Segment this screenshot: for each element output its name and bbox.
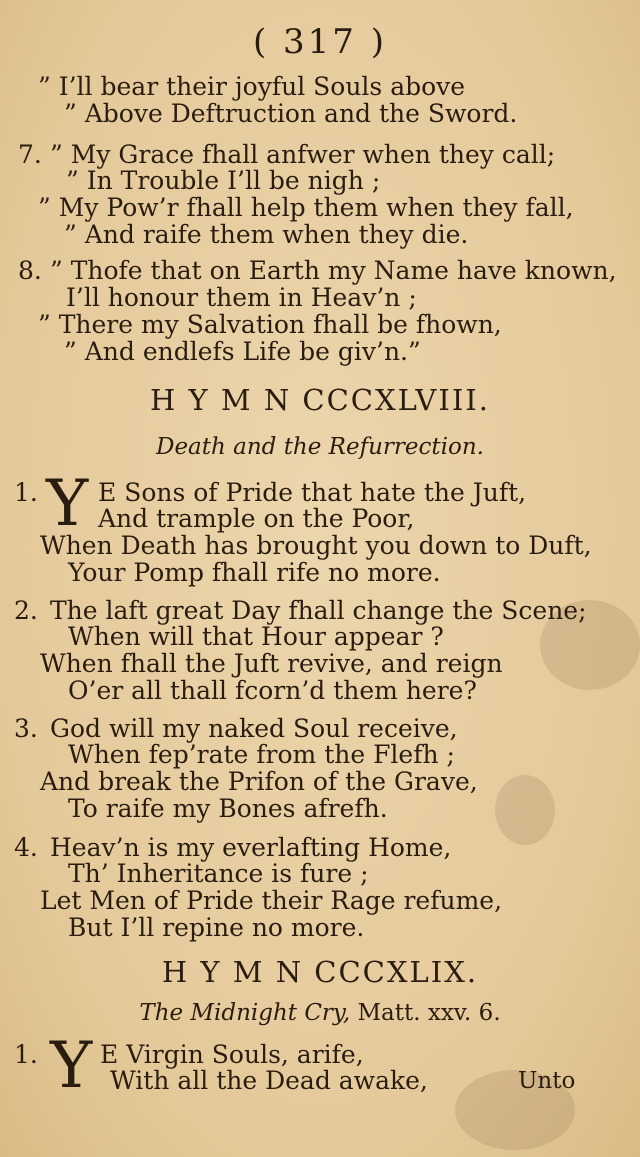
verse-line: But I’ll repine no more.: [68, 913, 365, 942]
verse-line: ” My Pow’r fhall help them when they fall,: [38, 193, 574, 222]
catchword: Unto: [518, 1068, 576, 1094]
verse-line: When fep’rate from the Flefh ;: [68, 740, 455, 769]
verse-line: Let Men of Pride their Rage refume,: [40, 886, 503, 915]
verse-line: Th’ Inheritance is fure ;: [68, 859, 369, 888]
verse-line: O’er all thall fcorn’d them here?: [68, 676, 477, 705]
verse-line: When will that Hour appear ?: [68, 622, 444, 651]
hymn-subtitle: Death and the Refurrection.: [156, 434, 484, 460]
stanza-number: 1.: [14, 1040, 38, 1069]
stanza-number: 4.: [14, 833, 38, 862]
verse-line: E Sons of Pride that hate the Juft,: [98, 478, 527, 507]
verse-line: ” Thofe that on Earth my Name have known,: [50, 256, 617, 285]
verse-line: Heav’n is my everlafting Home,: [50, 833, 452, 862]
verse-line: ” I’ll bear their joyful Souls above: [38, 72, 466, 101]
hymn-subtitle: [0, 1000, 640, 1026]
verse-line: When fhall the Juft revive, and reign: [40, 649, 503, 678]
stanza-number: 1.: [14, 478, 38, 507]
page-number: ( 317 ): [252, 22, 388, 62]
verse-line: When Death has brought you down to Duft,: [40, 531, 592, 560]
stanza-number: 8.: [18, 256, 42, 285]
verse-line: Your Pomp fhall rife no more.: [68, 558, 441, 587]
verse-line: ” And endlefs Life be giv’n.”: [64, 337, 421, 366]
verse-line: And trample on the Poor,: [98, 504, 415, 533]
verse-line: And break the Prifon of the Grave,: [40, 767, 478, 796]
verse-line: The laft great Day fhall change the Scene;: [50, 596, 587, 625]
verse-line: ” In Trouble I’ll be nigh ;: [66, 166, 381, 195]
verse-line: I’ll honour them in Heav’n ;: [66, 283, 417, 312]
drop-cap: Y: [50, 1029, 93, 1103]
paper-stain: [495, 775, 555, 845]
hymn-title: H Y M N CCCXLVIII.: [150, 383, 490, 417]
verse-line: ” And raife them when they die.: [64, 220, 469, 249]
scripture-reference: Matt. xxv. 6.: [357, 1000, 501, 1026]
verse-line: ” There my Salvation fhall be fhown,: [38, 310, 502, 339]
verse-line: God will my naked Soul receive,: [50, 714, 458, 743]
verse-line: E Virgin Souls, arife,: [100, 1040, 364, 1069]
stanza-number: 7.: [18, 140, 42, 169]
verse-line: ” My Grace fhall anfwer when they call;: [50, 140, 556, 169]
verse-line: With all the Dead awake,: [110, 1066, 428, 1095]
subtitle-italic: The Midnight Cry,: [139, 1000, 351, 1026]
stanza-number: 2.: [14, 596, 38, 625]
verse-line: ” Above Deftruction and the Sword.: [64, 99, 518, 128]
stanza-number: 3.: [14, 714, 38, 743]
drop-cap: Y: [46, 467, 89, 541]
hymn-title: H Y M N CCCXLIX.: [161, 955, 479, 989]
verse-line: To raife my Bones afrefh.: [68, 794, 388, 823]
